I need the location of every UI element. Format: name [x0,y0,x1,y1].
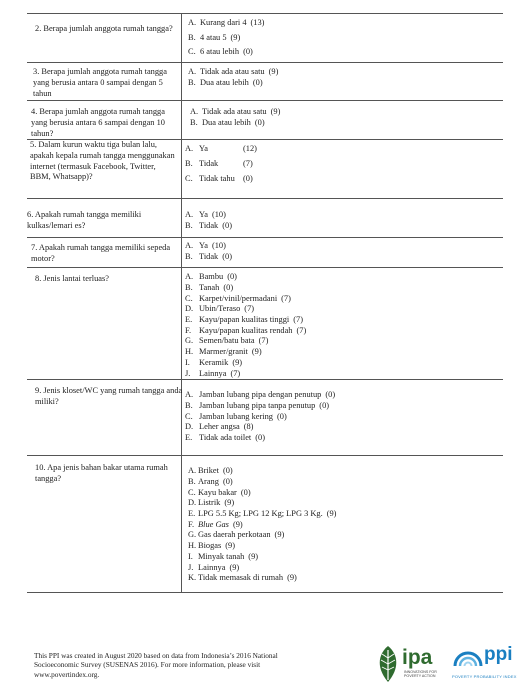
option-text: Tidak [199,220,219,230]
answer-option [188,573,503,584]
option-text: 4 atau 5 [200,32,227,42]
answer-option [188,530,503,541]
question-row [27,140,503,199]
option-letter: G. [185,336,194,346]
answer-cell [182,63,504,101]
option-points: (0) [223,282,234,292]
option-letter: E. [185,315,193,325]
answer-option [185,433,503,444]
question-row [27,14,503,63]
option-points: (7) [281,293,291,303]
option-letter: A. [185,210,194,220]
option-points: (9) [232,357,243,367]
answer-option [185,390,503,401]
option-text: Tanah [199,282,220,292]
option-letter: A. [188,67,197,77]
option-letter: A. [185,241,194,251]
option-points: (0) [222,466,233,476]
option-text: Minyak tanah [198,551,245,561]
answer-cell [182,380,504,456]
option-text: Tidak ada atau satu [202,107,267,117]
option-letter: B. [185,220,193,230]
question-text: 4. Berapa jumlah anggota rumah tangga yang berusia antara 6 sampai dengan 10 tahun? [31,107,165,138]
question-cell [27,199,182,238]
answer-option [185,347,503,358]
question-row [27,268,503,380]
footer-logos [372,640,528,686]
answer-option [185,144,503,155]
footer-note: This PPI was created in August 2020 based on data from Indonesia’s 2016 National Socioeconomic Survey (SUSENAS 2016). For more information, please visit www.povertindex.org. [34,651,278,679]
answer-cell [182,101,504,140]
option-text: Tidak ada toilet [199,433,252,443]
question-text: 8. Jenis lantai terluas? [35,274,109,284]
answer-option [185,412,503,423]
answer-cell [182,14,504,63]
answer-options [182,238,503,262]
option-points: (9) [248,551,259,561]
answer-option [188,466,503,477]
ppi-question-table [27,13,503,593]
option-points: (0) [255,433,266,443]
answer-option [185,401,503,412]
option-text: Bambu [199,272,224,282]
option-letter: C. [188,47,196,57]
option-text: LPG 5.5 Kg; LPG 12 Kg; LPG 3 Kg. [198,509,323,519]
option-text: Lainnya [198,562,226,572]
option-letter: E. [188,509,196,519]
option-points: (9) [251,347,262,357]
answer-options [182,380,503,444]
option-points: (0) [243,173,253,183]
option-text: Arang [198,476,219,486]
option-letter: A. [188,18,197,27]
answer-option [188,563,503,574]
question-cell [27,380,182,456]
option-text: Tidak tahu [199,173,235,183]
answer-option [185,210,503,221]
option-text: Dua atau lebih [200,77,249,87]
option-letter: B. [185,158,193,168]
option-text: Listrik [198,498,221,508]
option-letter: F. [185,325,192,335]
option-text: Jamban lubang pipa tanpa penutup [199,400,316,410]
ppi-logo [452,644,528,684]
question-text: 2. Berapa jumlah anggota rumah tangga? [35,24,173,33]
option-text: Kurang dari 4 [200,18,247,27]
ppi-wordmark: ppi [484,644,513,665]
question-text: 5. Dalam kurun waktu tiga bulan lalu, apakah kepala rumah tangga menggunakan internet (termasuk Facebook, Twitter, BBM, Whatsapp)? [30,140,175,182]
option-points: (0) [227,272,237,282]
option-points: (7) [243,158,253,168]
ipa-logo [372,644,438,684]
option-letter: G. [188,530,197,540]
option-text: Dua atau lebih [202,117,251,127]
ipa-tagline: INNOVATIONS FOR POVERTY ACTION [404,670,437,678]
answer-option [185,272,503,283]
answer-option [188,47,503,58]
answer-options [182,268,503,379]
answer-option [185,422,503,433]
answer-cell [182,268,504,380]
answer-option [185,294,503,305]
answer-option [188,18,503,29]
question-row [27,456,503,593]
option-points: (9) [224,498,235,508]
option-letter: D. [185,422,194,432]
option-points: (9) [270,107,281,117]
option-text: Ya [199,144,208,154]
option-text: Tidak [199,251,219,261]
option-points: (9) [230,32,241,42]
answer-option [185,159,503,170]
option-points: (9) [287,573,297,583]
option-points: (13) [250,18,265,27]
option-points: (10) [211,210,226,220]
option-text: Ya [199,241,208,251]
question-cell [27,238,182,268]
option-points: (0) [243,47,253,57]
option-letter: A. [185,144,194,154]
answer-option [188,33,503,44]
option-text: Briket [198,466,219,476]
option-text: Kayu/papan kualitas rendah [199,325,293,335]
answer-option [188,78,503,89]
option-letter: B. [188,476,196,486]
option-letter: I. [185,357,190,367]
option-points: (7) [293,315,304,325]
option-points: (9) [268,67,279,77]
answer-option [190,118,503,129]
option-letter: J. [188,562,194,572]
option-text: Gas daerah perkotaan [198,530,271,540]
option-text: Tidak memasak di rumah [198,573,284,583]
answer-option [185,336,503,347]
option-points: (9) [232,519,243,529]
option-letter: F. [188,519,195,529]
option-text: Lainnya [199,368,227,378]
option-text: Karpet/vinil/permadani [199,293,278,303]
question-text: 9. Jenis kloset/WC yang rumah tangga anda miliki? [35,386,183,406]
answer-option [188,498,503,509]
option-points: (12) [243,144,257,154]
option-text: Biogas [198,541,222,551]
option-letter: J. [185,368,191,378]
option-letter: B. [185,282,193,292]
ipa-leaf-icon [372,644,404,684]
option-points: (9) [274,530,285,540]
option-letter: A. [188,466,197,476]
question-text: 3. Berapa jumlah anggota rumah tangga yang berusia antara 0 sampai dengan 5 tahun [33,67,167,98]
answer-option [185,369,503,380]
answer-option [185,174,503,185]
answer-option [185,326,503,337]
answer-option [185,221,503,232]
option-letter: D. [185,304,194,314]
answer-option [185,304,503,315]
option-points: (0) [252,77,263,87]
option-letter: H. [188,541,197,551]
option-letter: D. [188,498,197,508]
option-text: Jamban lubang pipa dengan penutup [199,390,322,400]
option-letter: C. [185,173,193,183]
question-cell [27,140,182,199]
option-points: (7) [296,325,307,335]
option-text: Tidak [199,158,219,168]
option-points: (9) [326,509,337,519]
question-text: 10. Apa jenis bahan bakar utama rumah tangga? [35,463,168,483]
option-points: (7) [244,304,255,314]
question-text: 6. Apakah rumah tangga memiliki kulkas/lemari es? [27,210,142,230]
answer-options [182,199,503,231]
option-letter: B. [185,251,193,261]
option-text: Semen/batu bata [199,336,255,346]
answer-option [185,241,503,252]
option-letter: C. [188,487,196,497]
question-cell [27,63,182,101]
option-points: (9) [225,541,236,551]
option-points: (0) [222,476,233,486]
answer-cell [182,456,504,593]
answer-options [182,101,503,128]
option-points: (0) [222,220,233,230]
question-row [27,63,503,101]
answer-options [182,140,503,184]
option-letter: A. [190,107,199,117]
option-letter: B. [188,32,196,42]
option-text: Marmer/granit [199,347,248,357]
option-letter: C. [185,411,193,421]
option-letter: C. [185,293,193,303]
answer-options [182,14,503,58]
answer-option [188,477,503,488]
option-points: (7) [230,368,241,378]
answer-option [188,541,503,552]
answer-option [185,358,503,369]
answer-cell [182,199,504,238]
option-points: (7) [258,336,269,346]
answer-cell [182,140,504,199]
ipa-wordmark: ipa [402,646,433,669]
option-letter: B. [190,117,198,127]
answer-option [185,252,503,263]
option-letter: H. [185,347,194,357]
ppi-tagline: POVERTY PROBABILITY INDEX [452,674,517,679]
option-text: Jamban lubang kering [199,411,273,421]
option-points: (0) [325,390,336,400]
ppi-arc-icon [452,644,484,672]
option-letter: E. [185,433,193,443]
question-row [27,380,503,456]
question-cell [27,14,182,63]
option-letter: I. [188,551,193,561]
question-cell [27,456,182,593]
question-row [27,199,503,238]
option-letter: A. [185,272,194,282]
answer-options [182,456,503,584]
answer-option [188,552,503,563]
answer-cell [182,238,504,268]
answer-options [182,63,503,88]
option-text: Keramik [199,357,229,367]
question-cell [27,268,182,380]
option-points: (0) [222,251,233,261]
option-text: Tidak ada atau satu [200,67,265,77]
option-points: (9) [229,562,240,572]
option-points: (0) [240,487,251,497]
answer-option [188,509,503,520]
answer-option [185,283,503,294]
option-text: Ya [199,210,208,220]
option-text: Kayu bakar [198,487,237,497]
option-text: Ubin/Teraso [199,304,241,314]
option-text: Leher angsa [199,422,240,432]
option-letter: B. [185,400,193,410]
answer-option [188,520,503,531]
option-text: 6 atau lebih [200,47,240,57]
question-cell [27,101,182,140]
answer-option [185,315,503,326]
option-letter: K. [188,573,197,583]
option-text: Kayu/papan kualitas tinggi [199,315,290,325]
option-points: (0) [319,400,330,410]
question-row [27,238,503,268]
option-points: (10) [211,241,226,251]
answer-option [188,488,503,499]
question-text: 7. Apakah rumah tangga memiliki sepeda motor? [31,243,171,263]
option-letter: A. [185,390,194,400]
option-text: Blue Gas [198,519,229,529]
question-row [27,101,503,140]
option-letter: B. [188,77,196,87]
option-points: (0) [276,411,287,421]
option-points: (8) [243,422,254,432]
option-points: (0) [254,117,265,127]
answer-option [190,107,503,118]
answer-option [188,67,503,78]
